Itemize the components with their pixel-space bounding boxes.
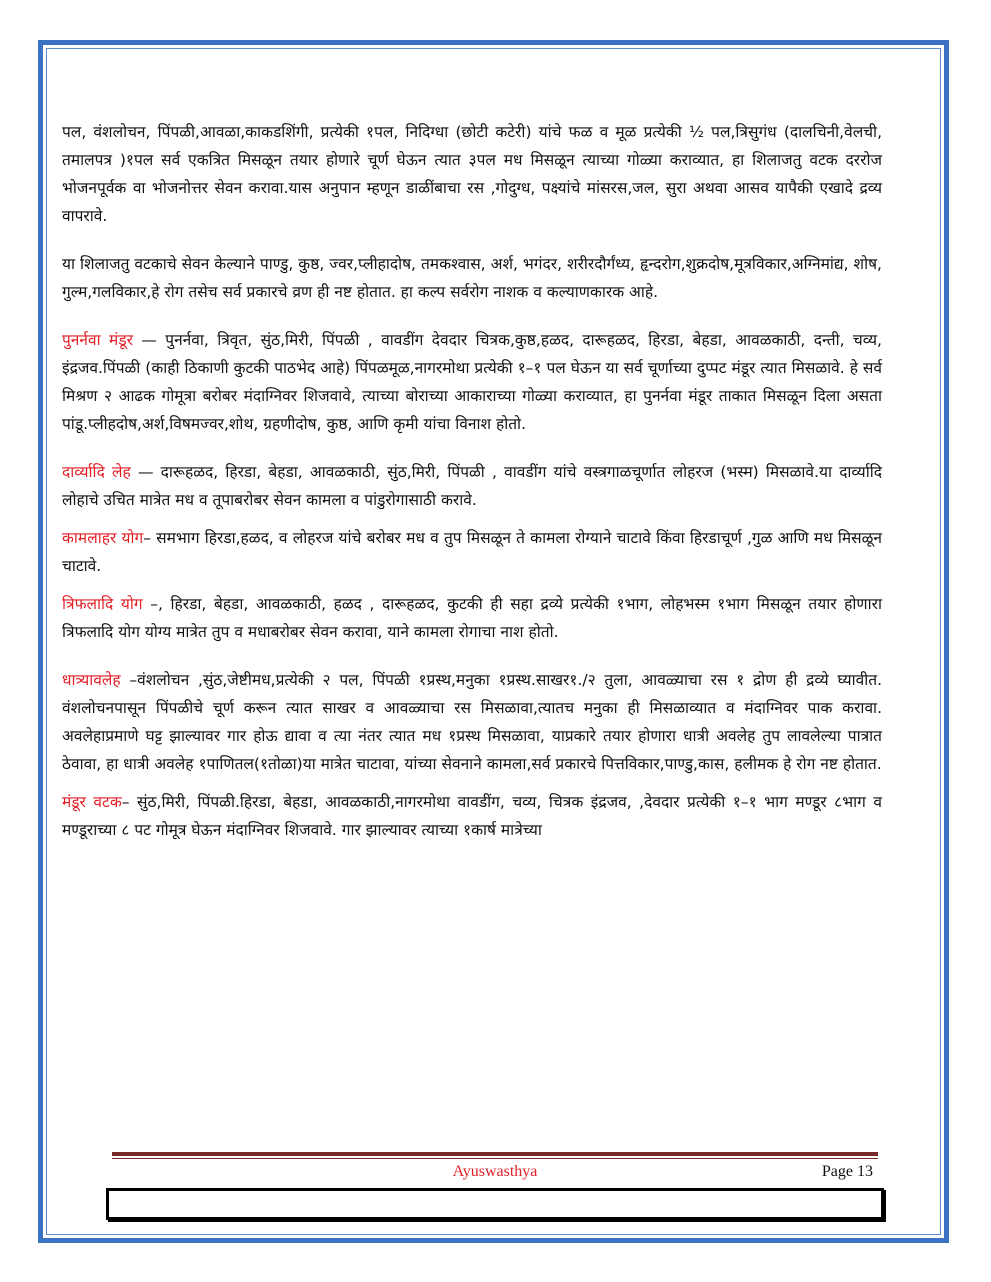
paragraph-heading: धात्र्यावलेह — [62, 671, 121, 689]
paragraph — [62, 250, 882, 306]
footer-rule — [112, 1152, 878, 1156]
page-number: Page 13 — [821, 1163, 873, 1180]
paragraph — [62, 590, 882, 646]
paragraph-heading: पुनर्नवा मंडूर — [62, 331, 133, 349]
paragraph-text: या शिलाजतु वटकाचे सेवन केल्याने पाण्डु, कुष्ठ, ज्वर,प्लीहादोष, तमकश्वास, अर्श, भगंदर, शरीरदौर्गंध्य, हृन्दरोग,शुक्रदोष,मूत्रविकार,अग्निमांद्य, शोष, गुल्म,गलविकार,हे रोग तसेच सर्व प्रकारचे व्रण ही नष्ट होतात. हा कल्प सर्वरोग नाशक व कल्याणकारक आहे. — [62, 255, 882, 301]
paragraph-heading: मंडूर वटक — [62, 793, 122, 811]
footer-rule-thin — [112, 1158, 878, 1159]
paragraph — [62, 118, 882, 230]
paragraph-text: – समभाग हिरडा,हळद, व लोहरज यांचे बरोबर मध व तुप मिसळून ते कामला रोग्याने चाटावे किंवा हिरडाचूर्ण ,गुळ आणि मध मिसळून चाटावे. — [62, 529, 882, 575]
paragraph-text: पल, वंशलोचन, पिंपळी,आवळा,काकडशिंगी, प्रत्येकी १पल, निदिग्धा (छोटी कटेरी) यांचे फळ व मूळ प्रत्येकी ½ पल,त्रिसुगंध (दालचिनी,वेलची, तमालपत्र )१पल सर्व एकत्रित मिसळून तयार होणारे चूर्ण घेऊन त्यात ३पल मध मिसळून त्याच्या गोळ्या कराव्यात, हा शिलाजतु वटक दररोज भोजनपूर्वक वा भोजनोत्तर सेवन करावा.यास अनुपान म्हणून डाळींबाचा रस ,गोदुग्ध, पक्ष्यांचे मांसरस,जल, सुरा अथवा आसव यापैकी एखादे द्रव्य वापरावे. — [62, 123, 882, 225]
paragraph — [62, 788, 882, 844]
paragraph-text: — दारूहळद, हिरडा, बेहडा, आवळकाठी, सुंठ,मिरी, पिंपळी , वावडींग यांचे वस्त्रगाळचूर्णात लोहरज (भस्म) मिसळावे.या दार्व्यादि लोहाचे उचित मात्रेत मध व तूपाबरोबर सेवन कामला व पांडुरोगासाठी करावे. — [62, 463, 882, 509]
paragraph-text: –वंशलोचन ,सुंठ,जेष्टीमध,प्रत्येकी २ पल, पिंपळी १प्रस्थ,मनुका १प्रस्थ.साखर१./२ तुला, आवळ्याचा रस १ द्रोण ही द्रव्ये घ्यावीत. वंशलोचनपासून पिंपळीचे चूर्ण करून त्यात साखर व आवळ्याचा रस मिसळावा,त्यातच मनुका ही मिसळाव्यात व मंदाग्निवर पाक करावा. अवलेहाप्रमाणे घट्ट झाल्यावर गार होऊ द्यावा व त्या नंतर त्यात मध १प्रस्थ मिसळावा, याप्रकारे तयार होणारा धात्री अवलेह तुप लावलेल्या पात्रात ठेवावा, हा धात्री अवलेह १पाणितल(१तोळा)या मात्रेत चाटावा, यांच्या सेवनाने कामला,सर्व प्रकारचे पित्तविकार,पाण्डु,कास, हलीमक हे रोग नष्ट होतात. — [62, 671, 882, 773]
paragraph — [62, 524, 882, 580]
paragraph — [62, 458, 882, 514]
footer-box — [106, 1188, 884, 1220]
paragraph-text: –, हिरडा, बेहडा, आवळकाठी, हळद , दारूहळद, कुटकी ही सहा द्रव्ये प्रत्येकी १भाग, लोहभस्म १भाग मिसळून तयार होणारा त्रिफलादि योग योग्य मात्रेत तुप व मधाबरोबर सेवन करावा, याने कामला रोगाचा नाश होतो. — [62, 595, 882, 641]
paragraph-text: — पुनर्नवा, त्रिवृत, सुंठ,मिरी, पिंपळी , वावडींग देवदार चित्रक,कुष्ठ,हळद, दारूहळद, हिरडा, बेहडा, आवळकाठी, दन्ती, चव्य, इंद्रजव.पिंपळी (काही ठिकाणी कुटकी पाठभेद आहे) पिंपळमूळ,नागरमोथा प्रत्येकी १–१ पल घेऊन या सर्व चूर्णाच्या दुप्पट मंडूर त्यात मिसळावे. हे सर्व मिश्रण २ आढक गोमूत्रा बरोबर मंदाग्निवर शिजवावे, त्याच्या बोराच्या आकाराच्या गोळ्या कराव्यात, हा पुनर्नवा मंडूर ताकात मिसळून दिला असता पांडू.प्लीहदोष,अर्श,विषमज्वर,शोथ, ग्रहणीदोष, कुष्ठ, आणि कृमी यांचा विनाश होतो. — [62, 331, 882, 433]
page-body — [62, 118, 882, 864]
paragraph — [62, 666, 882, 778]
paragraph-text: – सुंठ,मिरी, पिंपळी.हिरडा, बेहडा, आवळकाठी,नागरमोथा वावडींग, चव्य, चित्रक इंद्रजव, ,देवदार प्रत्येकी १–१ भाग मण्डूर ८भाग व मण्डूराच्या ८ पट गोमूत्र घेऊन मंदाग्निवर शिजवावे. गार झाल्यावर त्याच्या १कार्ष मात्रेच्या — [62, 793, 882, 839]
paragraph-heading: दार्व्यादि लेह — [62, 463, 131, 481]
paragraph-heading: त्रिफलादि योग — [62, 595, 143, 613]
footer-title: Ayuswasthya — [452, 1163, 538, 1180]
paragraph — [62, 326, 882, 438]
paragraph-heading: कामलाहर योग — [62, 529, 144, 547]
